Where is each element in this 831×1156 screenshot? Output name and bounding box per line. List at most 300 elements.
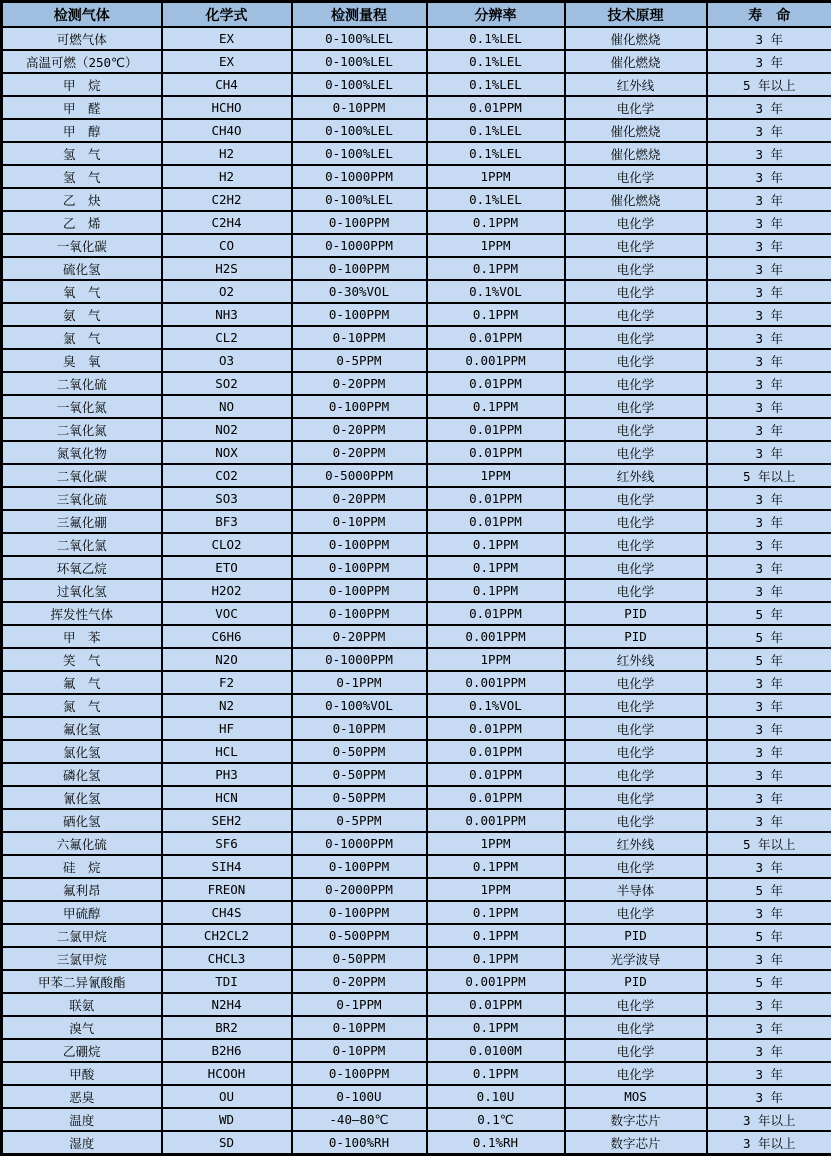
principle-cell: 电化学 [565,487,707,510]
table-row [2,188,831,211]
table-row [2,119,831,142]
principle-cell: 电化学 [565,234,707,257]
principle-cell: 电化学 [565,556,707,579]
resolution-cell: 0.1PPM [427,257,565,280]
principle-cell: 电化学 [565,579,707,602]
range-cell: 0-100PPM [292,395,427,418]
gas-name-cell: 联氨 [2,993,162,1016]
table-row [2,579,831,602]
resolution-cell: 0.0100M [427,1039,565,1062]
gas-name-cell: 甲 醛 [2,96,162,119]
gas-name-cell: 氮 气 [2,694,162,717]
formula-cell: CH2CL2 [162,924,292,947]
table-row [2,786,831,809]
lifespan-cell: 3 年 [707,1085,831,1108]
range-cell: 0-20PPM [292,625,427,648]
lifespan-cell: 3 年 [707,487,831,510]
principle-cell: 催化燃烧 [565,142,707,165]
lifespan-cell: 3 年 [707,901,831,924]
formula-cell: CH4 [162,73,292,96]
range-cell: 0-100PPM [292,257,427,280]
table-row [2,993,831,1016]
lifespan-cell: 5 年以上 [707,832,831,855]
lifespan-cell: 5 年 [707,625,831,648]
gas-name-cell: 氨 气 [2,303,162,326]
table-row [2,717,831,740]
principle-cell: 电化学 [565,280,707,303]
range-cell: 0-100PPM [292,901,427,924]
gas-name-cell: 甲苯二异氰酸酯 [2,970,162,993]
table-row [2,280,831,303]
lifespan-cell: 3 年 [707,694,831,717]
formula-cell: HCN [162,786,292,809]
gas-name-cell: 笑 气 [2,648,162,671]
principle-cell: 电化学 [565,510,707,533]
range-cell: 0-100%LEL [292,188,427,211]
lifespan-cell: 3 年 [707,96,831,119]
lifespan-cell: 3 年 [707,395,831,418]
table-row [2,50,831,73]
resolution-cell: 0.01PPM [427,993,565,1016]
resolution-cell: 0.1PPM [427,1016,565,1039]
range-cell: 0-20PPM [292,418,427,441]
formula-cell: CLO2 [162,533,292,556]
range-cell: 0-20PPM [292,441,427,464]
lifespan-cell: 3 年 [707,27,831,50]
range-cell: 0-5PPM [292,809,427,832]
resolution-cell: 0.1%VOL [427,280,565,303]
lifespan-cell: 5 年以上 [707,73,831,96]
principle-cell: 催化燃烧 [565,50,707,73]
principle-cell: MOS [565,1085,707,1108]
principle-cell: 催化燃烧 [565,188,707,211]
principle-cell: 电化学 [565,418,707,441]
range-cell: 0-20PPM [292,372,427,395]
lifespan-cell: 3 年 [707,671,831,694]
gas-name-cell: 硅 烷 [2,855,162,878]
gas-name-cell: 氟利昂 [2,878,162,901]
resolution-cell: 0.1PPM [427,579,565,602]
principle-cell: PID [565,602,707,625]
gas-name-cell: 环氧乙烷 [2,556,162,579]
lifespan-cell: 3 年 [707,1016,831,1039]
lifespan-cell: 3 年 [707,119,831,142]
lifespan-cell: 3 年 [707,717,831,740]
lifespan-cell: 3 年 [707,280,831,303]
range-cell: 0-1000PPM [292,832,427,855]
gas-name-cell: 氯 气 [2,326,162,349]
resolution-cell: 0.1%LEL [427,27,565,50]
principle-cell: 催化燃烧 [565,27,707,50]
table-row [2,303,831,326]
range-cell: 0-2000PPM [292,878,427,901]
lifespan-cell: 3 年以上 [707,1131,831,1155]
resolution-cell: 0.001PPM [427,809,565,832]
formula-cell: B2H6 [162,1039,292,1062]
lifespan-cell: 3 年 [707,579,831,602]
principle-cell: 电化学 [565,533,707,556]
formula-cell: HF [162,717,292,740]
principle-cell: 红外线 [565,464,707,487]
principle-cell: 电化学 [565,901,707,924]
range-cell: 0-1000PPM [292,648,427,671]
resolution-cell: 0.001PPM [427,970,565,993]
resolution-cell: 0.1PPM [427,211,565,234]
gas-name-cell: 甲硫醇 [2,901,162,924]
formula-cell: PH3 [162,763,292,786]
formula-cell: FREON [162,878,292,901]
range-cell: 0-10PPM [292,1039,427,1062]
principle-cell: 电化学 [565,786,707,809]
principle-cell: 红外线 [565,73,707,96]
formula-cell: WD [162,1108,292,1131]
table-row [2,1131,831,1155]
table-row [2,27,831,50]
range-cell: 0-100PPM [292,602,427,625]
range-cell: 0-100PPM [292,556,427,579]
resolution-cell: 0.01PPM [427,510,565,533]
table-row [2,740,831,763]
lifespan-cell: 3 年 [707,809,831,832]
resolution-cell: 0.1PPM [427,855,565,878]
table-row [2,1108,831,1131]
formula-cell: BR2 [162,1016,292,1039]
formula-cell: SO3 [162,487,292,510]
gas-name-cell: 二氧化氯 [2,533,162,556]
table-row [2,326,831,349]
column-header-formula: 化学式 [162,2,292,28]
gas-name-cell: 乙 炔 [2,188,162,211]
formula-cell: CL2 [162,326,292,349]
lifespan-cell: 5 年以上 [707,464,831,487]
formula-cell: BF3 [162,510,292,533]
principle-cell: 半导体 [565,878,707,901]
gas-name-cell: 高温可燃（250℃） [2,50,162,73]
resolution-cell: 0.1%RH [427,1131,565,1155]
formula-cell: NO2 [162,418,292,441]
formula-cell: C2H4 [162,211,292,234]
lifespan-cell: 3 年 [707,326,831,349]
table-row [2,763,831,786]
principle-cell: 电化学 [565,1039,707,1062]
principle-cell: 红外线 [565,648,707,671]
table-row [2,924,831,947]
formula-cell: F2 [162,671,292,694]
table-row [2,671,831,694]
range-cell: 0-1PPM [292,993,427,1016]
gas-name-cell: 二氧化氮 [2,418,162,441]
range-cell: 0-100PPM [292,579,427,602]
resolution-cell: 0.001PPM [427,625,565,648]
gas-name-cell: 硫化氢 [2,257,162,280]
formula-cell: OU [162,1085,292,1108]
range-cell: 0-100%VOL [292,694,427,717]
table-row [2,947,831,970]
principle-cell: PID [565,970,707,993]
table-row [2,855,831,878]
table-row [2,142,831,165]
formula-cell: CH4S [162,901,292,924]
range-cell: 0-100%LEL [292,119,427,142]
lifespan-cell: 5 年 [707,878,831,901]
gas-name-cell: 一氧化碳 [2,234,162,257]
resolution-cell: 1PPM [427,234,565,257]
formula-cell: O3 [162,349,292,372]
resolution-cell: 0.001PPM [427,671,565,694]
formula-cell: SIH4 [162,855,292,878]
principle-cell: 电化学 [565,211,707,234]
gas-name-cell: 乙 烯 [2,211,162,234]
formula-cell: NH3 [162,303,292,326]
principle-cell: 数字芯片 [565,1108,707,1131]
lifespan-cell: 3 年 [707,1039,831,1062]
principle-cell: 催化燃烧 [565,119,707,142]
principle-cell: 电化学 [565,257,707,280]
lifespan-cell: 3 年 [707,740,831,763]
lifespan-cell: 3 年 [707,855,831,878]
formula-cell: SO2 [162,372,292,395]
formula-cell: O2 [162,280,292,303]
table-row [2,349,831,372]
lifespan-cell: 3 年 [707,763,831,786]
range-cell: 0-100PPM [292,1062,427,1085]
lifespan-cell: 3 年 [707,372,831,395]
table-row [2,165,831,188]
table-row [2,234,831,257]
resolution-cell: 1PPM [427,648,565,671]
lifespan-cell: 3 年 [707,510,831,533]
table-row [2,533,831,556]
range-cell: 0-10PPM [292,96,427,119]
gas-name-cell: 三氯甲烷 [2,947,162,970]
lifespan-cell: 3 年 [707,418,831,441]
formula-cell: HCOOH [162,1062,292,1085]
resolution-cell: 0.1PPM [427,947,565,970]
gas-name-cell: 湿度 [2,1131,162,1155]
principle-cell: 电化学 [565,372,707,395]
principle-cell: 电化学 [565,1016,707,1039]
range-cell: 0-100PPM [292,303,427,326]
range-cell: 0-50PPM [292,763,427,786]
resolution-cell: 0.1PPM [427,303,565,326]
gas-name-cell: 甲 醇 [2,119,162,142]
table-row [2,441,831,464]
principle-cell: 电化学 [565,395,707,418]
table-row [2,648,831,671]
resolution-cell: 0.1%LEL [427,73,565,96]
formula-cell: TDI [162,970,292,993]
gas-name-cell: 一氧化氮 [2,395,162,418]
table-row [2,96,831,119]
lifespan-cell: 3 年 [707,556,831,579]
formula-cell: H2S [162,257,292,280]
gas-name-cell: 二氧化碳 [2,464,162,487]
formula-cell: SD [162,1131,292,1155]
table-row [2,901,831,924]
formula-cell: CHCL3 [162,947,292,970]
formula-cell: EX [162,50,292,73]
resolution-cell: 0.1%LEL [427,142,565,165]
lifespan-cell: 3 年 [707,234,831,257]
resolution-cell: 0.1PPM [427,556,565,579]
table-row [2,970,831,993]
resolution-cell: 0.1℃ [427,1108,565,1131]
lifespan-cell: 3 年 [707,993,831,1016]
resolution-cell: 0.01PPM [427,441,565,464]
table-row [2,1039,831,1062]
resolution-cell: 0.01PPM [427,717,565,740]
principle-cell: 数字芯片 [565,1131,707,1155]
lifespan-cell: 3 年 [707,1062,831,1085]
table-row [2,694,831,717]
range-cell: 0-100%LEL [292,142,427,165]
principle-cell: 电化学 [565,165,707,188]
resolution-cell: 1PPM [427,464,565,487]
range-cell: 0-100%LEL [292,50,427,73]
resolution-cell: 1PPM [427,165,565,188]
resolution-cell: 0.1PPM [427,395,565,418]
formula-cell: C2H2 [162,188,292,211]
range-cell: 0-5PPM [292,349,427,372]
range-cell: 0-1000PPM [292,165,427,188]
gas-name-cell: 溴气 [2,1016,162,1039]
gas-name-cell: 氧 气 [2,280,162,303]
range-cell: 0-1PPM [292,671,427,694]
table-row [2,556,831,579]
header-row [2,2,831,28]
lifespan-cell: 5 年 [707,924,831,947]
range-cell: -40—80℃ [292,1108,427,1131]
column-header-resolution: 分辨率 [427,2,565,28]
principle-cell: PID [565,924,707,947]
formula-cell: CH4O [162,119,292,142]
column-header-range: 检测量程 [292,2,427,28]
gas-name-cell: 硒化氢 [2,809,162,832]
range-cell: 0-100U [292,1085,427,1108]
resolution-cell: 0.1PPM [427,924,565,947]
lifespan-cell: 3 年 [707,786,831,809]
table-row [2,372,831,395]
gas-name-cell: 三氟化硼 [2,510,162,533]
resolution-cell: 0.1PPM [427,1062,565,1085]
resolution-cell: 0.10U [427,1085,565,1108]
lifespan-cell: 3 年 [707,533,831,556]
range-cell: 0-10PPM [292,510,427,533]
formula-cell: H2 [162,165,292,188]
range-cell: 0-10PPM [292,717,427,740]
table-row [2,395,831,418]
table-row [2,487,831,510]
resolution-cell: 0.1PPM [427,533,565,556]
lifespan-cell: 3 年 [707,947,831,970]
principle-cell: PID [565,625,707,648]
range-cell: 0-100PPM [292,533,427,556]
lifespan-cell: 3 年 [707,349,831,372]
formula-cell: SEH2 [162,809,292,832]
range-cell: 0-50PPM [292,786,427,809]
range-cell: 0-100%LEL [292,27,427,50]
gas-name-cell: 二氯甲烷 [2,924,162,947]
principle-cell: 电化学 [565,740,707,763]
formula-cell: H2O2 [162,579,292,602]
formula-cell: ETO [162,556,292,579]
range-cell: 0-50PPM [292,740,427,763]
lifespan-cell: 3 年 [707,441,831,464]
range-cell: 0-100PPM [292,211,427,234]
range-cell: 0-500PPM [292,924,427,947]
gas-name-cell: 乙硼烷 [2,1039,162,1062]
principle-cell: 电化学 [565,441,707,464]
gas-name-cell: 二氧化硫 [2,372,162,395]
gas-name-cell: 磷化氢 [2,763,162,786]
gas-name-cell: 臭 氧 [2,349,162,372]
gas-name-cell: 可燃气体 [2,27,162,50]
gas-name-cell: 挥发性气体 [2,602,162,625]
formula-cell: C6H6 [162,625,292,648]
resolution-cell: 0.01PPM [427,487,565,510]
lifespan-cell: 3 年 [707,188,831,211]
table-row [2,878,831,901]
lifespan-cell: 5 年 [707,648,831,671]
formula-cell: CO2 [162,464,292,487]
table-body [2,27,831,1155]
table-row [2,1016,831,1039]
principle-cell: 电化学 [565,855,707,878]
principle-cell: 电化学 [565,349,707,372]
table-row [2,73,831,96]
lifespan-cell: 5 年 [707,602,831,625]
table-row [2,1085,831,1108]
principle-cell: 电化学 [565,809,707,832]
table-row [2,211,831,234]
gas-name-cell: 氯化氢 [2,740,162,763]
lifespan-cell: 3 年 [707,142,831,165]
resolution-cell: 0.01PPM [427,326,565,349]
resolution-cell: 0.01PPM [427,740,565,763]
table-header [2,2,831,28]
resolution-cell: 1PPM [427,878,565,901]
principle-cell: 红外线 [565,832,707,855]
gas-name-cell: 温度 [2,1108,162,1131]
range-cell: 0-100%RH [292,1131,427,1155]
principle-cell: 电化学 [565,303,707,326]
range-cell: 0-50PPM [292,947,427,970]
resolution-cell: 0.1PPM [427,901,565,924]
gas-name-cell: 氟化氢 [2,717,162,740]
range-cell: 0-30%VOL [292,280,427,303]
resolution-cell: 0.01PPM [427,418,565,441]
gas-name-cell: 六氟化硫 [2,832,162,855]
resolution-cell: 0.01PPM [427,96,565,119]
gas-name-cell: 甲 苯 [2,625,162,648]
formula-cell: SF6 [162,832,292,855]
formula-cell: VOC [162,602,292,625]
formula-cell: NO [162,395,292,418]
table-row [2,418,831,441]
principle-cell: 电化学 [565,1062,707,1085]
column-header-principle: 技术原理 [565,2,707,28]
formula-cell: N2O [162,648,292,671]
resolution-cell: 0.001PPM [427,349,565,372]
table-row [2,464,831,487]
gas-name-cell: 氟 气 [2,671,162,694]
range-cell: 0-10PPM [292,1016,427,1039]
table-row [2,1062,831,1085]
gas-name-cell: 氢 气 [2,142,162,165]
formula-cell: N2 [162,694,292,717]
range-cell: 0-100PPM [292,855,427,878]
lifespan-cell: 3 年以上 [707,1108,831,1131]
